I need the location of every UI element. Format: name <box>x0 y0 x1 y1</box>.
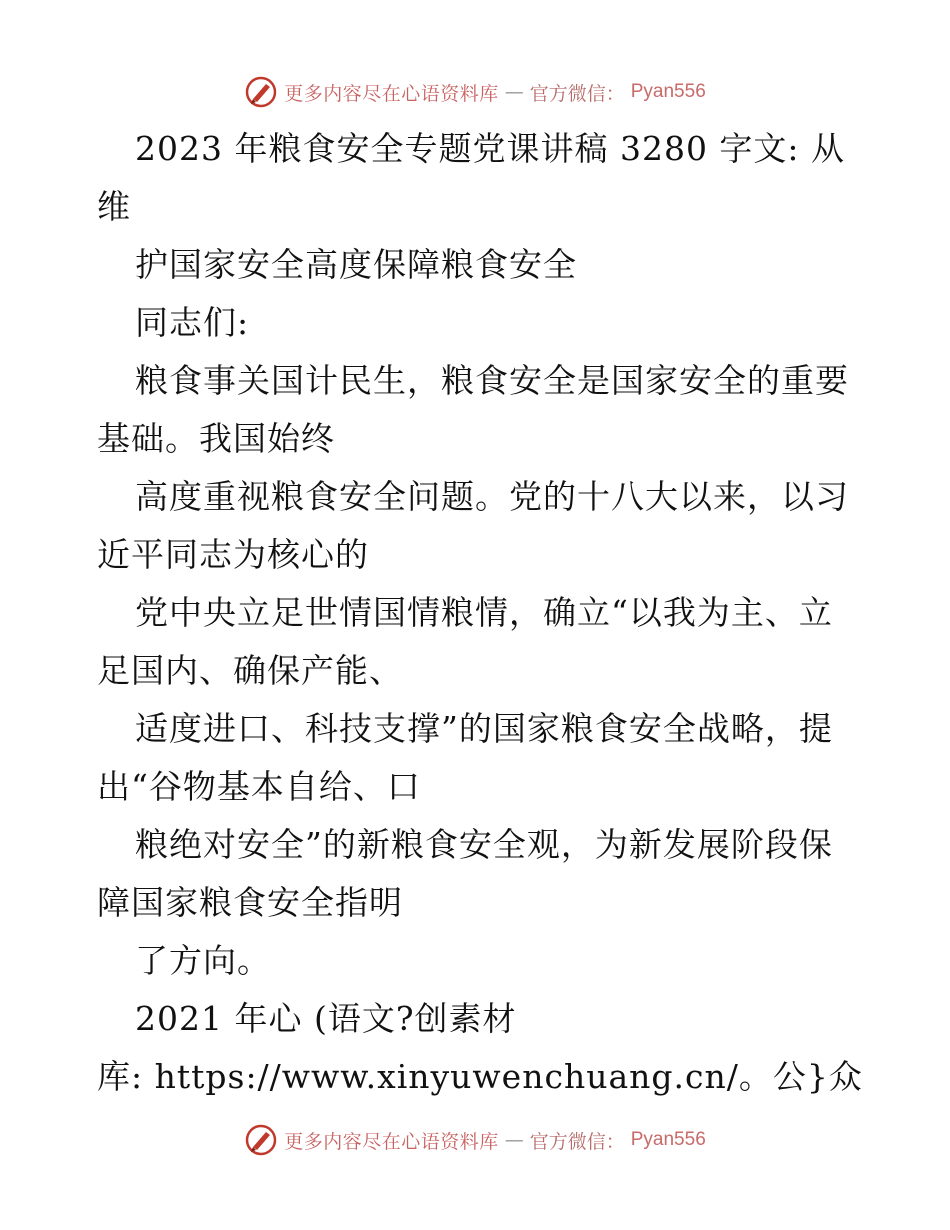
watermark-label: 官方微信： <box>529 82 625 105</box>
doc-line: 适度进口、科技支撑”的国家粮食安全战略，提 <box>135 709 833 748</box>
watermark-label: 官方微信： <box>529 1130 625 1153</box>
watermark-wechat-id: Pyan556 <box>630 1129 706 1150</box>
doc-line: 近平同志为核心的 <box>97 535 369 574</box>
watermark-wechat-id: Pyan556 <box>630 81 706 102</box>
pen-logo-icon <box>244 75 278 109</box>
doc-line: 高度重视粮食安全问题。党的十八大以来，以习 <box>135 477 849 516</box>
watermark-dash: — <box>504 81 524 103</box>
document-body <box>97 120 863 1106</box>
header-watermark <box>0 72 950 112</box>
doc-line: 维 <box>97 187 131 226</box>
doc-line: 了方向。 <box>135 941 271 980</box>
doc-line: 2021 年心 (语文?创素材 <box>135 999 517 1038</box>
doc-line: 2023 年粮食安全专题党课讲稿 3280 字文: 从 <box>135 129 846 168</box>
watermark-dash: — <box>504 1129 524 1151</box>
doc-line: 同志们: <box>135 303 250 342</box>
doc-line: 障国家粮食安全指明 <box>97 883 403 922</box>
doc-line: 基础。我国始终 <box>97 419 335 458</box>
watermark-title: 更多内容尽在心语资料库 <box>284 82 499 105</box>
footer-watermark <box>0 1120 950 1160</box>
doc-line: 护国家安全高度保障粮食安全 <box>135 245 577 284</box>
watermark-title: 更多内容尽在心语资料库 <box>284 1130 499 1153</box>
doc-line: 党中央立足世情国情粮情，确立“以我为主、立 <box>135 593 833 632</box>
doc-line: 足国内、确保产能、 <box>97 651 403 690</box>
doc-line: 库: https://www.xinyuwenchuang.cn/。公}众 <box>97 1057 863 1096</box>
doc-line: 出“谷物基本自给、口 <box>97 767 421 806</box>
doc-line: 粮食事关国计民生，粮食安全是国家安全的重要 <box>135 361 849 400</box>
pen-logo-icon <box>244 1123 278 1157</box>
doc-line: 粮绝对安全”的新粮食安全观，为新发展阶段保 <box>135 825 833 864</box>
